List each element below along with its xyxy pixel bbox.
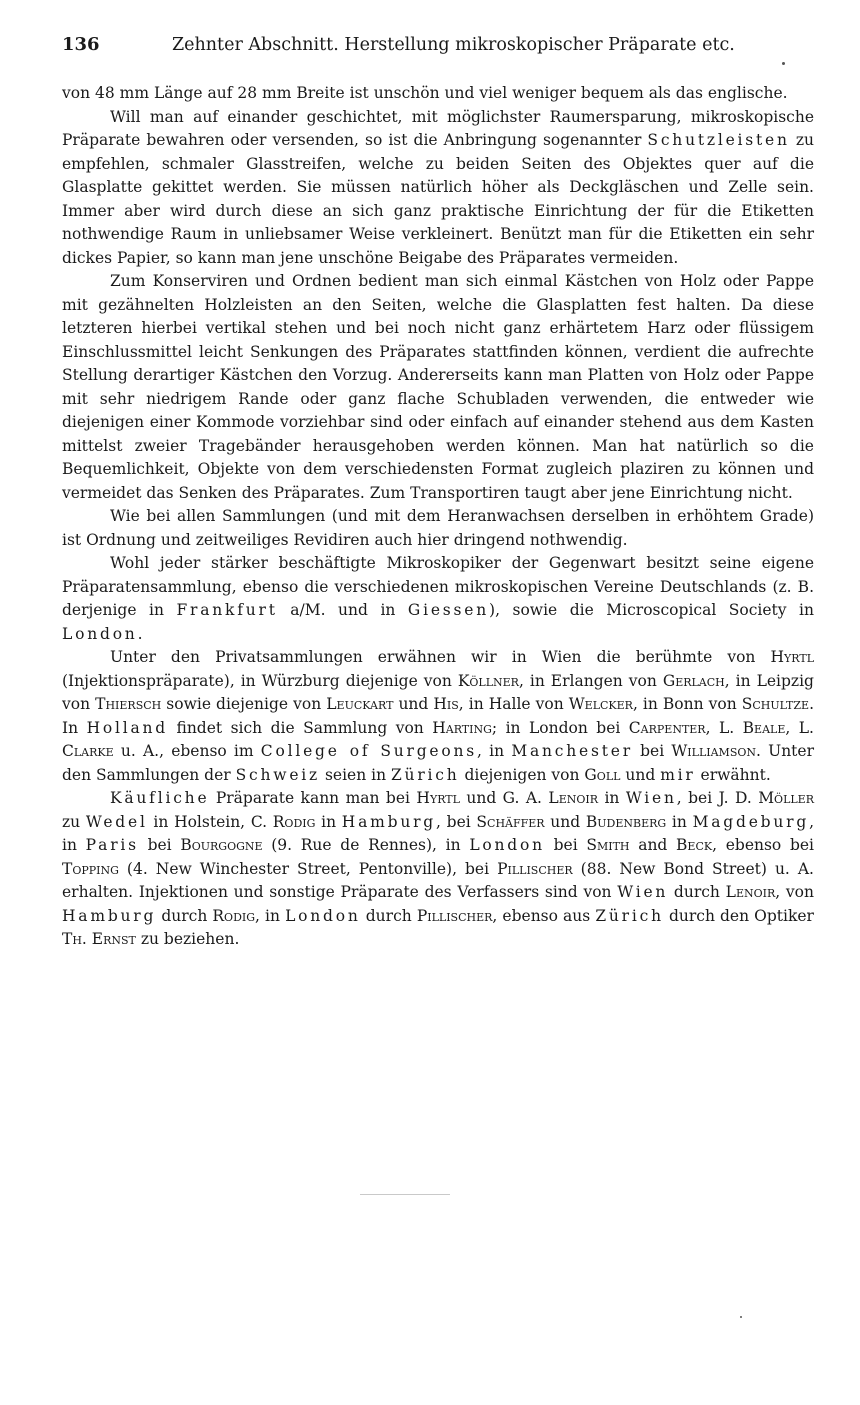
name-pillischer: Pillischer [497, 859, 573, 878]
place-zuerich: Zürich [390, 765, 460, 784]
name-hyrtl: Hyrtl [770, 648, 814, 666]
word-kaeufliche: Käufliche [110, 789, 210, 807]
paragraph-continuation: von 48 mm Länge auf 28 mm Breite ist unschön und viel weniger bequem als das englische. [62, 84, 788, 102]
name-hyrtl: Hyrtl [416, 789, 460, 807]
paragraph-ordnung: Wie bei allen Sammlungen (und mit dem Heranwachsen derselben in erhöhtem Grade) ist Ordnung und zeitweiliges Revidiren auch hier dringend nothwendig. [62, 507, 814, 549]
paragraph-konserviren: Zum Konserviren und Ordnen bedient man sich einmal Kästchen von Holz oder Pappe mit gezähnelten Holzleisten an den Seiten, welche die Glasplatten fest halten. Da diese letzteren hierbei vertikal stehen und bei noch nicht ganz erhärtetem Harz oder flüssigem Einschlussmittel leicht Senkungen des Präparates stattfinden können, verdient die aufrechte Stellung derartiger Kästchen den Vorzug. Andererseits kann man Platten von Holz oder Pappe mit sehr niedrigem Rande oder ganz flache Schubladen verwenden, die entweder wie diejenigen einer Kommode vorziehbar sind oder einfach auf einander stehend aus dem Kasten mittelst zweier Tragebänder herausgehoben werden können. Man hat natürlich so die Bequemlichkeit, Objekte von dem verschiedensten Format zugleich plaziren zu können und vermeidet das Senken des Präparates. Zum Transportiren taugt aber jene Einrichtung nicht. [62, 272, 814, 502]
name-ernst: Ernst [91, 930, 136, 948]
paragraph-kaeufliche: Käufliche Präparate kann man bei Hyrtl und G. A. Lenoir in Wien, bei J. D. Möller zu Wedel in Holstein, C. Rodig in Hamburg, bei Schäffer und Budenberg in Magdeburg, in Paris bei Bourgogne (9. Rue de Rennes), in London bei Smith and Beck, ebenso bei Topping (4. New Winchester Street, Pentonville), bei Pillischer (88. New Bond Street) u. A. erhalten. Injektionen und sonstige Präparate des Verfassers sind von Wien durch Lenoir, von Hamburg durch Rodig, in London durch Pillischer, ebenso aus Zürich durch den Optiker Th. Ernst zu beziehen. [62, 789, 815, 948]
name-bourgogne: Bourgogne [180, 836, 263, 854]
place-wien: Wien [625, 789, 677, 807]
place-giessen: Giessen [407, 601, 490, 619]
place-london: London [62, 624, 138, 643]
body-text [62, 82, 814, 952]
name-clarke: Clarke [62, 742, 114, 760]
name-lenoir: Lenoir [548, 789, 599, 807]
paragraph-sammlungen: Wohl jeder stärker beschäftigte Mikroskopiker der Gegenwart besitzt seine eigene Präparatensammlung, ebenso die verschiedenen mikroskopischen Vereine Deutschlands (z. B. derjenige in Frankfurt a/M. und in Giessen), sowie die Microscopical Society in London. [62, 554, 815, 643]
page-number: 136 [62, 34, 100, 55]
name-thiersch: Thiersch [95, 695, 162, 713]
name-pillischer: Pillischer [416, 906, 493, 925]
place-paris: Paris [85, 836, 139, 854]
name-smith: Smith [586, 836, 630, 854]
name-beale: Beale [742, 718, 786, 737]
place-wien: Wien [617, 883, 669, 901]
name-welcker: Welcker [568, 695, 633, 713]
name-harting: Harting [432, 718, 492, 737]
name-carpenter: Carpenter [628, 718, 706, 737]
place-wedel: Wedel [85, 812, 148, 831]
name-his: His [433, 695, 459, 713]
name-koellner: Köllner [457, 671, 519, 690]
name-th: Th. [62, 930, 87, 948]
page-header [62, 30, 812, 60]
place-hamburg: Hamburg [341, 812, 437, 831]
ink-speck [740, 1316, 742, 1318]
place-manchester: Manchester [511, 742, 633, 760]
place-frankfurt: Frankfurt [176, 601, 278, 619]
name-moeller: Möller [758, 789, 814, 807]
ink-speck [782, 62, 785, 65]
place-hamburg: Hamburg [62, 906, 157, 925]
name-schaeffer: Schäffer [476, 812, 545, 831]
name-rodig: Rodig [272, 812, 316, 831]
name-gerlach: Gerlach [662, 671, 725, 690]
place-magdeburg: Magdeburg [692, 812, 810, 831]
place-london: London [469, 836, 545, 854]
paragraph-privatsammlungen: Unter den Privatsammlungen erwähnen wir in Wien die berühmte von Hyrtl (Injektionspräparate), in Würzburg diejenige von Köllner, in Erlangen von Gerlach, in Leipzig von Thiersch sowie diejenige von Leuckart und His, in Halle von Welcker, in Bonn von Schultze. In Holland findet sich die Sammlung von Harting; in London bei Carpenter, L. Beale, L. Clarke u. A., ebenso im College of Surgeons, in Manchester bei Williamson. Unter den Sammlungen der Schweiz seien in Zürich diejenigen von Goll und mir erwähnt. [62, 648, 815, 784]
paragraph-schutzleisten: Will man auf einander geschichtet, mit möglichster Raumersparung, mikroskopische Präparate bewahren oder versenden, so ist die Anbringung sogenannter Schutzleisten zu empfehlen, schmaler Glasstreifen, welche zu beiden Seiten des Objektes quer auf die Glasplatte gekittet werden. Sie müssen natürlich höher als Deckgläschen und Zelle sein. Immer aber wird durch diese an sich ganz praktische Einrichtung der für die Etiketten nothwendige Raum in unliebsamer Weise verkleinert. Benützt man für die Etiketten ein sehr dickes Papier, so kann man jene unschöne Beigabe des Präparates vermeiden. [62, 107, 814, 267]
name-topping: Topping [62, 859, 119, 878]
spaced-term: Schutzleisten [647, 131, 790, 149]
name-beck: Beck [676, 836, 713, 854]
place-holland: Holland [86, 718, 169, 737]
name-leuckart: Leuckart [326, 695, 394, 713]
end-rule [360, 1194, 450, 1195]
place-college-of-surgeons: College of Surgeons [260, 742, 478, 760]
word-mir: mir [660, 765, 696, 784]
name-lenoir: Lenoir [725, 883, 776, 901]
name-schultze: Schultze [741, 695, 810, 713]
place-london: London [285, 906, 361, 925]
place-schweiz: Schweiz [235, 765, 321, 784]
place-zuerich: Zürich [595, 906, 664, 925]
name-budenberg: Budenberg [585, 812, 667, 831]
name-williamson: Williamson [671, 742, 756, 760]
running-title: Zehnter Abschnitt. Herstellung mikroskopischer Präparate etc. [172, 35, 735, 55]
name-rodig: Rodig [212, 906, 256, 925]
name-goll: Goll [584, 765, 621, 784]
